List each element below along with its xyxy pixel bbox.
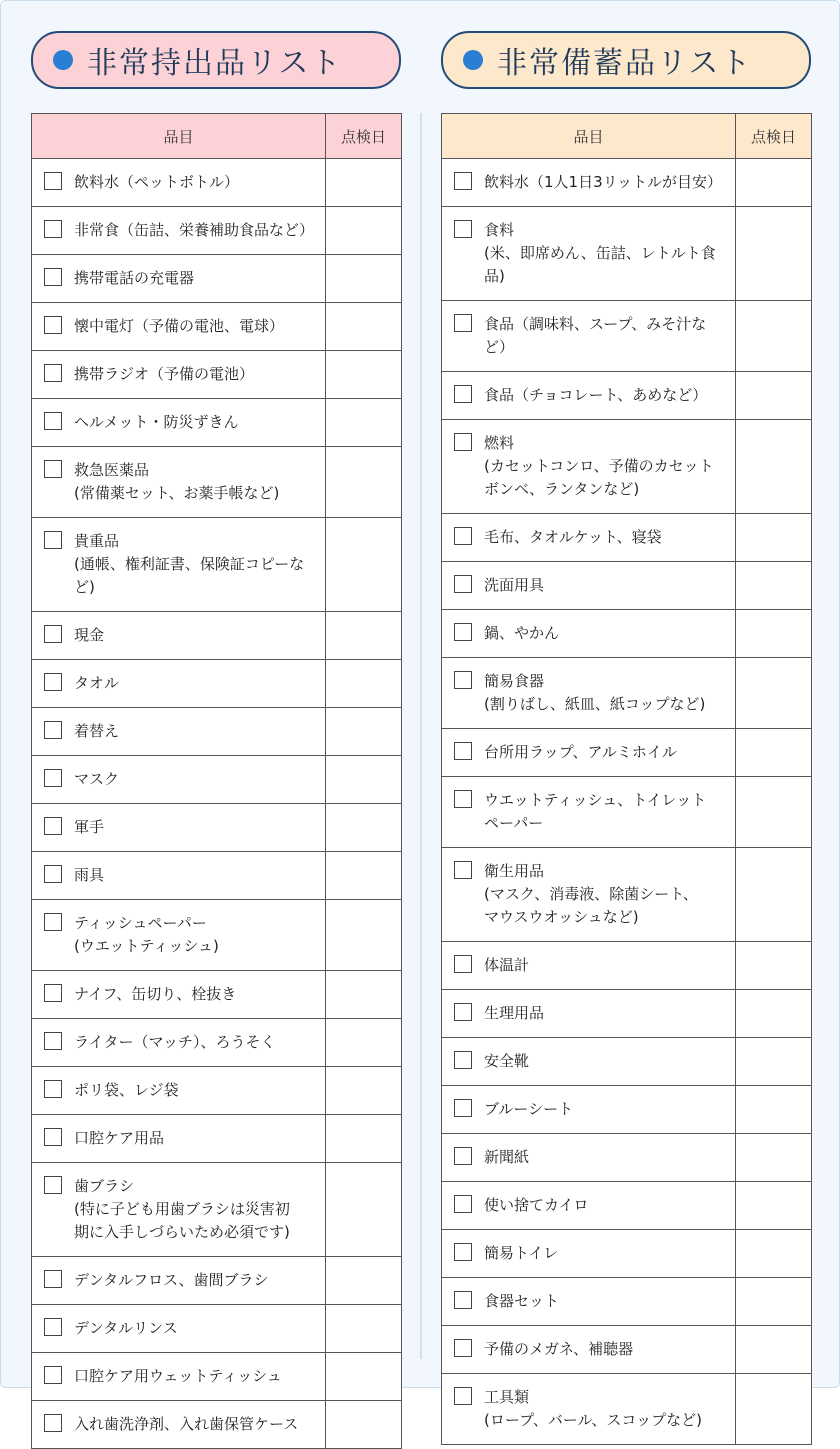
- item-label: 燃料 (カセットコンロ、予備のカセット ボンベ、ランタンなど): [484, 434, 714, 498]
- check-date-cell[interactable]: [736, 514, 812, 562]
- item-row-content: [442, 159, 735, 206]
- item-label: ポリ袋、レジ袋: [74, 1081, 179, 1099]
- item-checkbox[interactable]: [44, 625, 62, 643]
- item-checkbox[interactable]: [454, 172, 472, 190]
- item-cell: [442, 420, 736, 514]
- item-row-content: [442, 514, 735, 561]
- table-row: [442, 1134, 812, 1182]
- check-date-cell[interactable]: [326, 1163, 402, 1257]
- check-date-cell[interactable]: [326, 852, 402, 900]
- item-cell: [442, 1182, 736, 1230]
- item-cell: [442, 942, 736, 990]
- table-row: [32, 756, 402, 804]
- item-row-content: [442, 990, 735, 1037]
- table-row: [442, 1230, 812, 1278]
- check-date-cell[interactable]: [736, 159, 812, 207]
- item-checkbox[interactable]: [454, 575, 472, 593]
- item-row-content: [442, 1182, 735, 1229]
- item-row-content: [32, 900, 325, 970]
- item-row-content: [32, 351, 325, 398]
- item-checkbox[interactable]: [44, 817, 62, 835]
- item-label: 携帯電話の充電器: [74, 269, 195, 287]
- item-checkbox[interactable]: [454, 1339, 472, 1357]
- item-label: ヘルメット・防災ずきん: [74, 413, 239, 431]
- table-row: [32, 900, 402, 971]
- item-label: 工具類 (ロープ、バール、スコップなど): [484, 1388, 702, 1429]
- check-date-cell[interactable]: [736, 207, 812, 301]
- item-row-content: [32, 447, 325, 517]
- check-date-cell[interactable]: [736, 372, 812, 420]
- table-row: [32, 1163, 402, 1257]
- item-row-content: [32, 804, 325, 851]
- check-date-cell[interactable]: [326, 756, 402, 804]
- check-date-cell[interactable]: [736, 1326, 812, 1374]
- table-row: [442, 610, 812, 658]
- check-date-cell[interactable]: [326, 708, 402, 756]
- item-cell: [32, 612, 326, 660]
- carry-out-rows: [32, 159, 402, 1449]
- item-label: タオル: [74, 674, 120, 692]
- table-header-row: [32, 114, 402, 159]
- item-cell: [442, 301, 736, 372]
- item-cell: [32, 756, 326, 804]
- item-row-content: [32, 1163, 325, 1256]
- check-date-cell[interactable]: [736, 942, 812, 990]
- table-row: [32, 852, 402, 900]
- table-row: [442, 942, 812, 990]
- check-date-cell[interactable]: [326, 159, 402, 207]
- item-row-content: [32, 1305, 325, 1352]
- item-row-content: [442, 1086, 735, 1133]
- item-checkbox[interactable]: [454, 742, 472, 760]
- item-cell: [32, 708, 326, 756]
- item-label: 体温計: [484, 956, 530, 974]
- item-cell: [442, 1374, 736, 1445]
- check-date-cell[interactable]: [326, 660, 402, 708]
- item-label: 食器セット: [484, 1292, 560, 1310]
- check-date-cell[interactable]: [326, 971, 402, 1019]
- item-row-content: [442, 1326, 735, 1373]
- item-cell: [442, 1326, 736, 1374]
- table-row: [32, 159, 402, 207]
- item-checkbox[interactable]: [454, 1147, 472, 1165]
- check-date-cell[interactable]: [326, 447, 402, 518]
- item-cell: [32, 1257, 326, 1305]
- item-checkbox[interactable]: [44, 721, 62, 739]
- item-label: 食料 (米、即席めん、缶詰、レトルト食品): [484, 221, 716, 285]
- table-row: [32, 660, 402, 708]
- table-row: [32, 1019, 402, 1067]
- item-cell: [442, 1134, 736, 1182]
- table-row: [442, 1086, 812, 1134]
- item-cell: [32, 1067, 326, 1115]
- item-checkbox[interactable]: [44, 268, 62, 286]
- item-label: 携帯ラジオ（予備の電池）: [74, 365, 255, 383]
- table-row: [32, 351, 402, 399]
- item-row-content: [32, 399, 325, 446]
- item-column-header: 品目: [32, 114, 326, 159]
- item-cell: [442, 1038, 736, 1086]
- item-label: 入れ歯洗浄剤、入れ歯保管ケース: [74, 1415, 299, 1433]
- item-label: 雨具: [74, 866, 105, 884]
- item-checkbox[interactable]: [44, 984, 62, 1002]
- item-cell: [442, 514, 736, 562]
- table-row: [442, 1374, 812, 1445]
- item-row-content: [32, 159, 325, 206]
- check-date-cell[interactable]: [326, 303, 402, 351]
- item-cell: [442, 1230, 736, 1278]
- item-checkbox[interactable]: [44, 531, 62, 549]
- stockpile-table: [441, 113, 812, 1445]
- item-checkbox[interactable]: [44, 769, 62, 787]
- item-cell: [442, 777, 736, 848]
- item-row-content: [32, 1401, 325, 1448]
- item-checkbox[interactable]: [44, 1318, 62, 1336]
- item-cell: [32, 1353, 326, 1401]
- item-row-content: [32, 1257, 325, 1304]
- item-checkbox[interactable]: [454, 1003, 472, 1021]
- item-row-content: [442, 777, 735, 847]
- item-cell: [32, 900, 326, 971]
- item-row-content: [32, 971, 325, 1018]
- item-row-content: [32, 1353, 325, 1400]
- item-label: 毛布、タオルケット、寝袋: [484, 528, 662, 546]
- item-row-content: [442, 848, 735, 941]
- table-row: [442, 159, 812, 207]
- check-date-cell[interactable]: [326, 1401, 402, 1449]
- item-checkbox[interactable]: [454, 527, 472, 545]
- check-date-cell[interactable]: [736, 729, 812, 777]
- item-checkbox[interactable]: [454, 433, 472, 451]
- item-row-content: [442, 729, 735, 776]
- item-label: 洗面用具: [484, 576, 545, 594]
- table-row: [32, 518, 402, 612]
- check-date-cell[interactable]: [736, 562, 812, 610]
- item-label: 食品（調味料、スープ、みそ汁など）: [484, 315, 707, 356]
- item-cell: [32, 1401, 326, 1449]
- item-cell: [32, 1305, 326, 1353]
- item-row-content: [442, 658, 735, 728]
- item-row-content: [442, 1230, 735, 1277]
- item-checkbox[interactable]: [44, 1176, 62, 1194]
- item-label: 懐中電灯（予備の電池、電球）: [74, 317, 285, 335]
- item-cell: [442, 562, 736, 610]
- item-label: デンタルリンス: [74, 1319, 178, 1337]
- check-date-cell[interactable]: [326, 804, 402, 852]
- table-row: [442, 1182, 812, 1230]
- check-date-cell[interactable]: [736, 1086, 812, 1134]
- item-label: 軍手: [74, 818, 105, 836]
- item-checkbox[interactable]: [44, 1414, 62, 1432]
- item-row-content: [442, 942, 735, 989]
- item-cell: [32, 351, 326, 399]
- item-label: ティッシュペーパー (ウエットティッシュ): [74, 914, 219, 955]
- item-checkbox[interactable]: [44, 1080, 62, 1098]
- column-divider: [420, 113, 422, 1359]
- item-row-content: [32, 708, 325, 755]
- item-cell: [442, 372, 736, 420]
- table-header-row: [442, 114, 812, 159]
- item-label: 飲料水（1人1日3リットルが目安）: [484, 173, 723, 191]
- check-date-cell[interactable]: [326, 900, 402, 971]
- item-checkbox[interactable]: [44, 1032, 62, 1050]
- item-label: ウエットティッシュ、トイレット ペーパー: [484, 791, 707, 832]
- table-row: [32, 1115, 402, 1163]
- item-checkbox[interactable]: [44, 460, 62, 478]
- table-row: [442, 372, 812, 420]
- item-cell: [32, 804, 326, 852]
- item-label: 予備のメガネ、補聴器: [484, 1340, 634, 1358]
- item-row-content: [32, 207, 325, 254]
- item-cell: [442, 207, 736, 301]
- stockpile-rows: [442, 159, 812, 1445]
- item-cell: [32, 399, 326, 447]
- item-row-content: [32, 518, 325, 611]
- table-row: [32, 708, 402, 756]
- item-checkbox[interactable]: [44, 673, 62, 691]
- item-cell: [32, 447, 326, 518]
- item-cell: [32, 971, 326, 1019]
- item-checkbox[interactable]: [454, 220, 472, 238]
- item-cell: [442, 1086, 736, 1134]
- check-date-cell[interactable]: [326, 207, 402, 255]
- item-checkbox[interactable]: [454, 671, 472, 689]
- item-checkbox[interactable]: [454, 1195, 472, 1213]
- table-row: [442, 848, 812, 942]
- table-row: [442, 301, 812, 372]
- item-checkbox[interactable]: [454, 861, 472, 879]
- check-date-cell[interactable]: [736, 777, 812, 848]
- item-cell: [32, 1019, 326, 1067]
- item-row-content: [32, 852, 325, 899]
- item-checkbox[interactable]: [44, 412, 62, 430]
- stockpile-title-banner: [441, 31, 811, 89]
- item-cell: [32, 159, 326, 207]
- item-cell: [32, 255, 326, 303]
- check-date-cell[interactable]: [326, 612, 402, 660]
- item-label: 非常食（缶詰、栄養補助食品など）: [74, 221, 315, 239]
- check-date-cell[interactable]: [326, 1019, 402, 1067]
- table-row: [442, 1278, 812, 1326]
- item-label: 飲料水（ペットボトル）: [74, 173, 240, 191]
- item-label: ライター（マッチ）、ろうそく: [74, 1033, 276, 1051]
- table-row: [32, 303, 402, 351]
- item-cell: [442, 729, 736, 777]
- item-cell: [32, 660, 326, 708]
- item-cell: [32, 1163, 326, 1257]
- item-row-content: [442, 372, 735, 419]
- item-cell: [32, 303, 326, 351]
- item-checkbox[interactable]: [454, 385, 472, 403]
- table-row: [32, 255, 402, 303]
- table-row: [442, 990, 812, 1038]
- item-row-content: [442, 207, 735, 300]
- item-checkbox[interactable]: [44, 172, 62, 190]
- check-date-cell[interactable]: [736, 1182, 812, 1230]
- item-checkbox[interactable]: [44, 1366, 62, 1384]
- item-row-content: [32, 255, 325, 302]
- table-row: [32, 1305, 402, 1353]
- table-row: [442, 658, 812, 729]
- carry-out-title: 非常持出品リスト: [87, 46, 343, 81]
- item-checkbox[interactable]: [454, 1051, 472, 1069]
- check-date-cell[interactable]: [326, 1067, 402, 1115]
- item-row-content: [442, 420, 735, 513]
- item-checkbox[interactable]: [454, 1243, 472, 1261]
- check-date-cell[interactable]: [736, 848, 812, 942]
- item-label: 台所用ラップ、アルミホイル: [484, 743, 677, 761]
- bullet-dot-icon: [53, 50, 73, 70]
- item-checkbox[interactable]: [44, 220, 62, 238]
- item-cell: [32, 207, 326, 255]
- check-date-cell[interactable]: [736, 1278, 812, 1326]
- check-date-cell[interactable]: [736, 610, 812, 658]
- item-checkbox[interactable]: [454, 1099, 472, 1117]
- item-cell: [442, 848, 736, 942]
- table-row: [442, 777, 812, 848]
- item-label: 現金: [74, 626, 105, 644]
- item-row-content: [442, 562, 735, 609]
- item-row-content: [442, 1278, 735, 1325]
- item-label: デンタルフロス、歯間ブラシ: [74, 1271, 269, 1289]
- check-date-cell[interactable]: [736, 1038, 812, 1086]
- item-label: 口腔ケア用品: [74, 1129, 165, 1147]
- item-checkbox[interactable]: [454, 1291, 472, 1309]
- check-date-cell[interactable]: [326, 1305, 402, 1353]
- item-row-content: [442, 610, 735, 657]
- item-label: 生理用品: [484, 1004, 545, 1022]
- check-date-cell[interactable]: [736, 658, 812, 729]
- check-date-cell[interactable]: [326, 1115, 402, 1163]
- item-row-content: [32, 756, 325, 803]
- item-label: 簡易食器 (割りばし、紙皿、紙コップなど): [484, 672, 706, 713]
- item-row-content: [32, 303, 325, 350]
- table-row: [32, 1257, 402, 1305]
- item-label: ナイフ、缶切り、栓抜き: [74, 985, 237, 1003]
- item-label: 貴重品 (通帳、権利証書、保険証コピーなど): [74, 532, 305, 596]
- item-row-content: [442, 1374, 735, 1444]
- item-cell: [32, 852, 326, 900]
- table-row: [32, 804, 402, 852]
- item-label: 着替え: [74, 722, 120, 740]
- check-date-cell[interactable]: [736, 420, 812, 514]
- item-cell: [442, 159, 736, 207]
- item-cell: [442, 1278, 736, 1326]
- table-row: [442, 1326, 812, 1374]
- item-label: 使い捨てカイロ: [484, 1196, 589, 1214]
- item-checkbox[interactable]: [44, 1128, 62, 1146]
- bullet-dot-icon: [463, 50, 483, 70]
- item-cell: [442, 658, 736, 729]
- item-checkbox[interactable]: [454, 790, 472, 808]
- carry-out-table: [31, 113, 402, 1449]
- item-label: 安全靴: [484, 1052, 530, 1070]
- check-date-cell[interactable]: [326, 518, 402, 612]
- carry-out-title-banner: [31, 31, 401, 89]
- item-label: 歯ブラシ (特に子ども用歯ブラシは災害初 期に入手しづらいため必須です): [74, 1177, 290, 1241]
- item-checkbox[interactable]: [44, 913, 62, 931]
- item-checkbox[interactable]: [44, 316, 62, 334]
- item-label: 衛生用品 (マスク、消毒液、除菌シート、 マウスウオッシュなど): [484, 862, 698, 926]
- check-date-cell[interactable]: [736, 1374, 812, 1445]
- item-row-content: [442, 1134, 735, 1181]
- table-row: [442, 729, 812, 777]
- table-row: [32, 1401, 402, 1449]
- table-row: [442, 207, 812, 301]
- item-row-content: [442, 1038, 735, 1085]
- item-row-content: [32, 1019, 325, 1066]
- check-date-cell[interactable]: [326, 351, 402, 399]
- table-row: [442, 562, 812, 610]
- item-checkbox[interactable]: [44, 1270, 62, 1288]
- table-row: [32, 1067, 402, 1115]
- check-date-column-header: 点検日: [736, 114, 812, 159]
- item-label: ブルーシート: [484, 1100, 574, 1118]
- item-checkbox[interactable]: [44, 865, 62, 883]
- check-date-cell[interactable]: [736, 301, 812, 372]
- item-row-content: [442, 301, 735, 371]
- item-label: 簡易トイレ: [484, 1244, 559, 1262]
- table-row: [442, 1038, 812, 1086]
- item-checkbox[interactable]: [44, 364, 62, 382]
- check-date-cell[interactable]: [326, 1257, 402, 1305]
- table-row: [442, 420, 812, 514]
- check-date-cell[interactable]: [326, 255, 402, 303]
- item-checkbox[interactable]: [454, 314, 472, 332]
- table-row: [442, 514, 812, 562]
- check-date-cell[interactable]: [326, 399, 402, 447]
- item-cell: [442, 610, 736, 658]
- item-cell: [442, 990, 736, 1038]
- item-row-content: [32, 1115, 325, 1162]
- item-label: マスク: [74, 770, 120, 788]
- table-row: [32, 971, 402, 1019]
- item-row-content: [32, 612, 325, 659]
- item-cell: [32, 518, 326, 612]
- item-cell: [32, 1115, 326, 1163]
- stockpile-title: 非常備蓄品リスト: [497, 46, 753, 81]
- table-row: [32, 1353, 402, 1401]
- item-checkbox[interactable]: [454, 1387, 472, 1405]
- item-label: 鍋、やかん: [484, 624, 560, 642]
- item-checkbox[interactable]: [454, 955, 472, 973]
- table-row: [32, 207, 402, 255]
- check-date-column-header: 点検日: [326, 114, 402, 159]
- item-label: 口腔ケア用ウェットティッシュ: [74, 1367, 282, 1385]
- check-date-cell[interactable]: [736, 1230, 812, 1278]
- check-date-cell[interactable]: [326, 1353, 402, 1401]
- table-row: [32, 399, 402, 447]
- item-checkbox[interactable]: [454, 623, 472, 641]
- item-row-content: [32, 1067, 325, 1114]
- item-label: 新聞紙: [484, 1148, 530, 1166]
- table-row: [32, 612, 402, 660]
- check-date-cell[interactable]: [736, 1134, 812, 1182]
- item-label: 食品（チョコレート、あめなど）: [484, 386, 708, 404]
- item-label: 救急医薬品 (常備薬セット、お薬手帳など): [74, 461, 280, 502]
- check-date-cell[interactable]: [736, 990, 812, 1038]
- table-row: [32, 447, 402, 518]
- item-row-content: [32, 660, 325, 707]
- item-column-header: 品目: [442, 114, 736, 159]
